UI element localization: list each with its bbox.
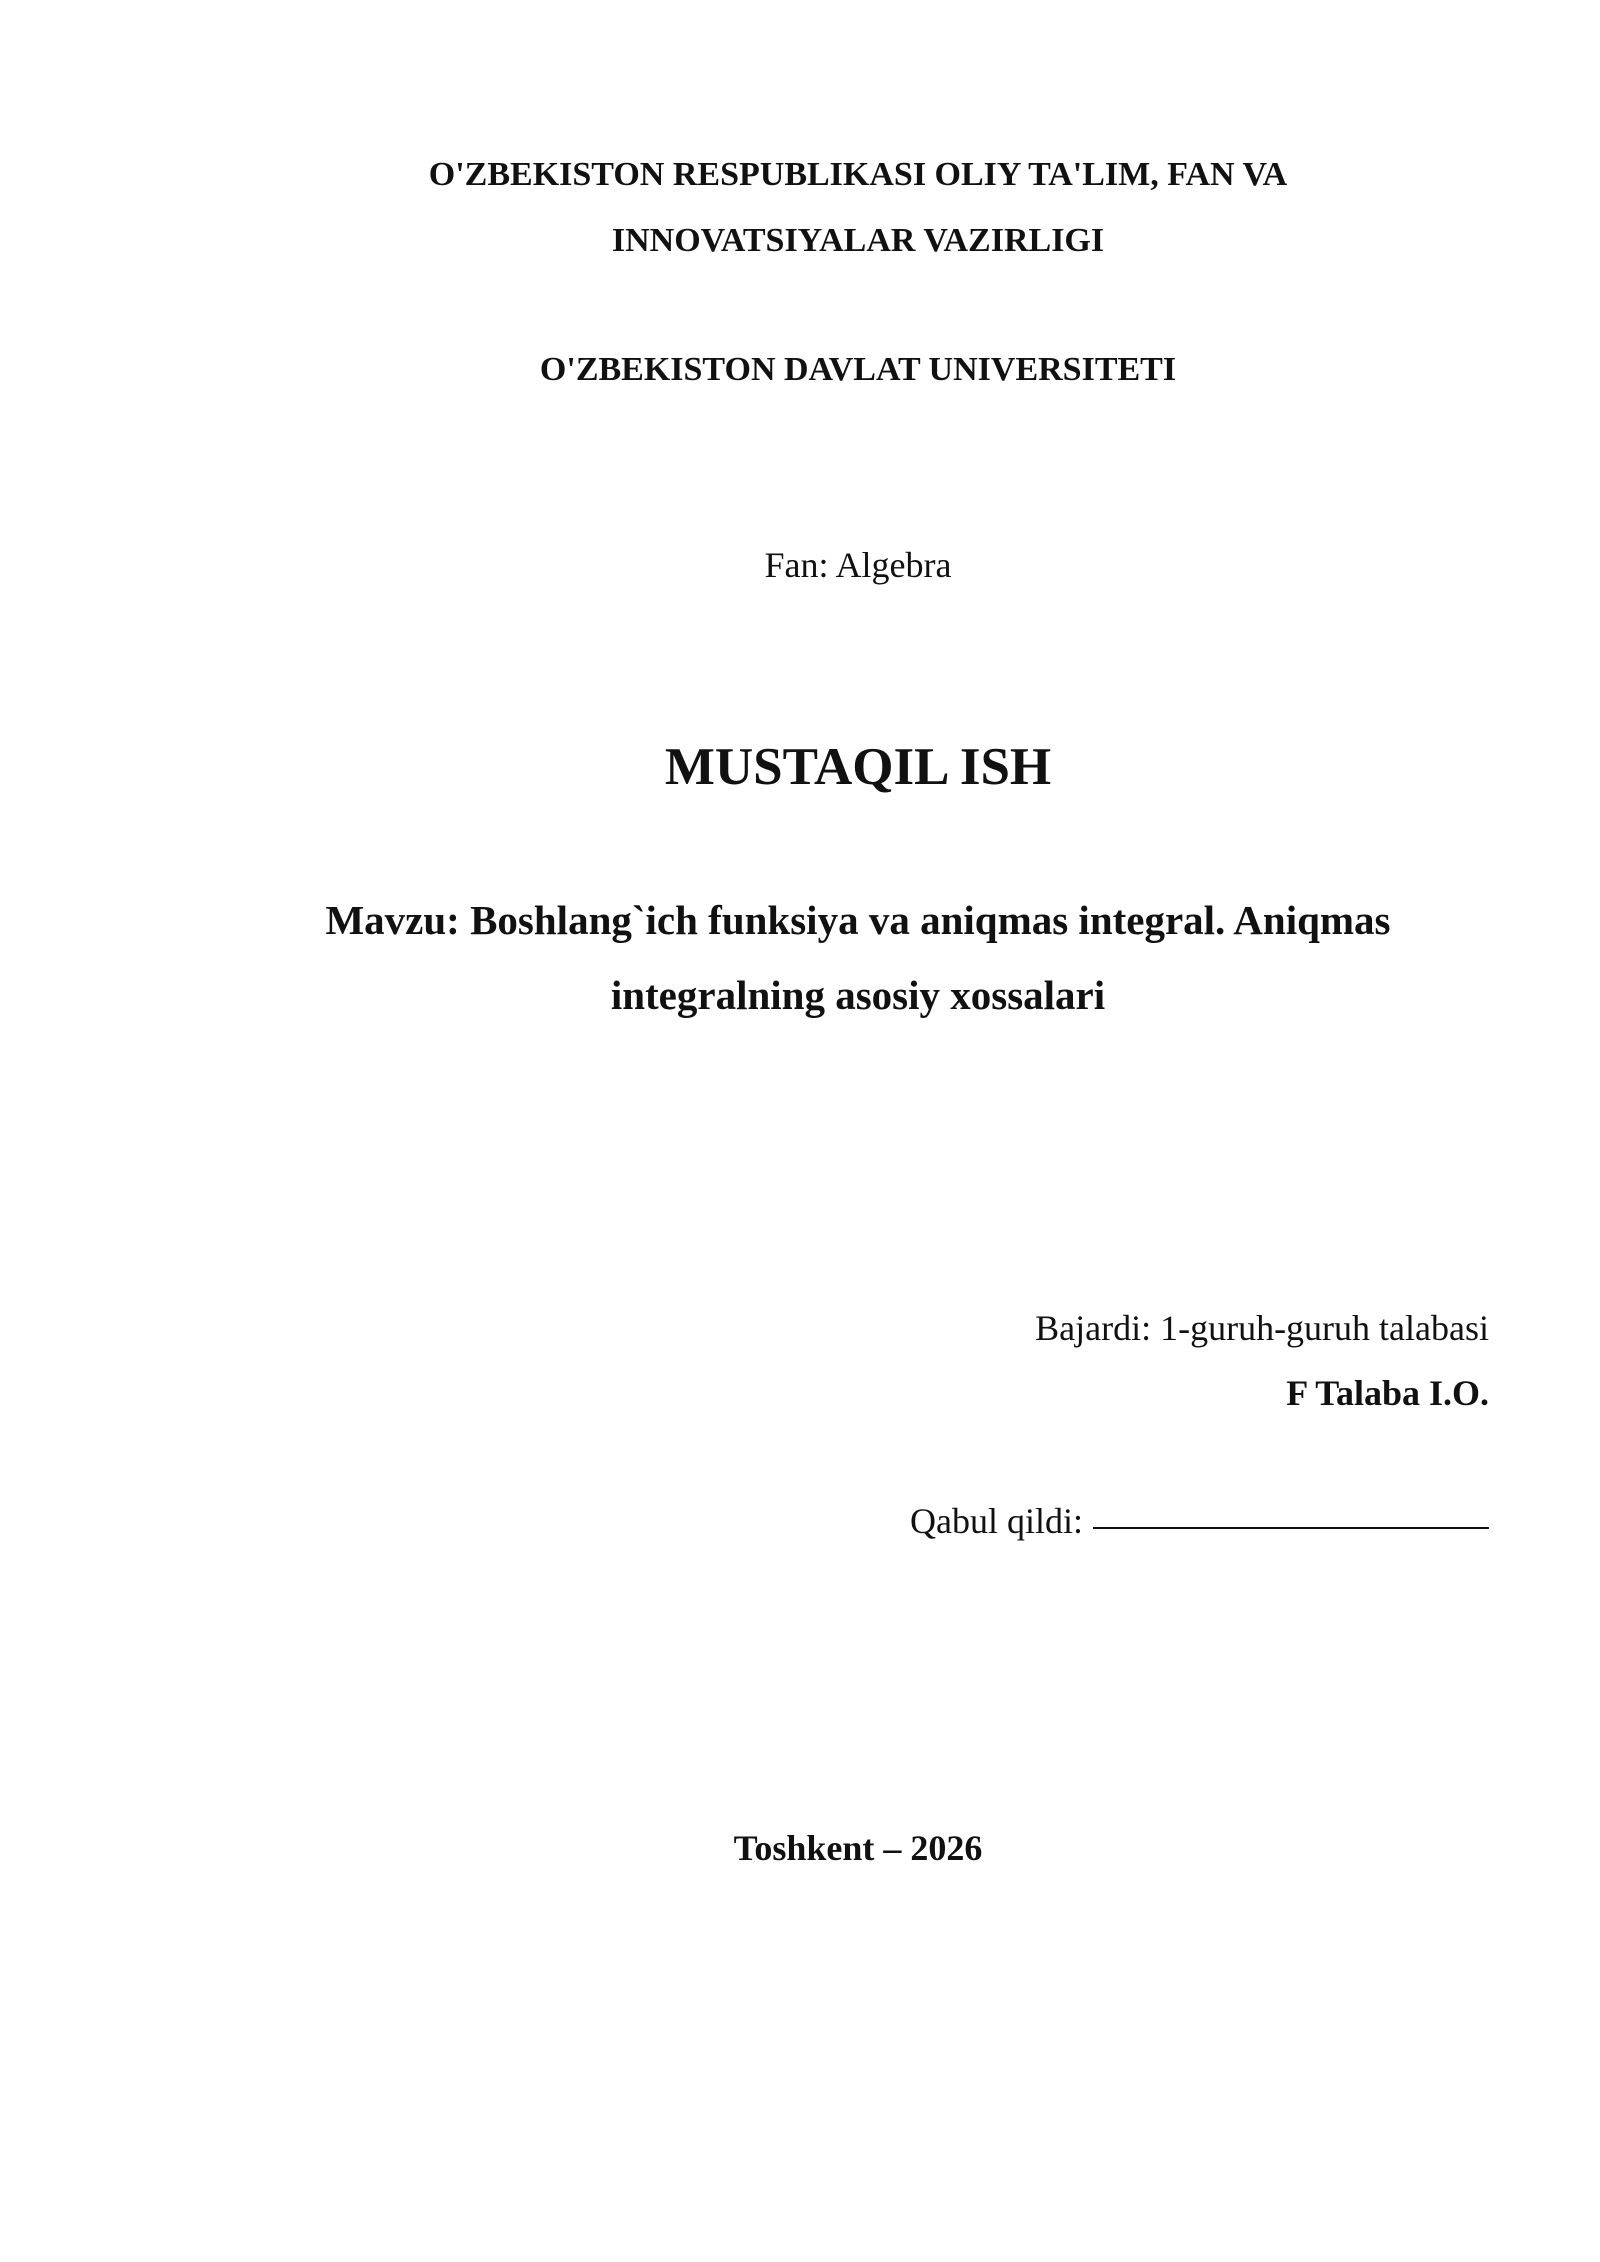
ministry-line-2: INNOVATSIYALAR VAZIRLIGI [611, 222, 1105, 259]
accepted-label: Qabul qildi: [910, 1501, 1083, 1541]
student-name: F Talaba I.O. [1286, 1373, 1489, 1413]
university-name: O'ZBEKISTON DAVLAT UNIVERSITETI [539, 351, 1177, 388]
performer-line: Bajardi: 1-guruh-guruh talabasi [1035, 1308, 1489, 1348]
accepted-by-line [910, 1503, 1489, 1539]
subject-line: Fan: Algebra [764, 545, 952, 585]
city-year: Toshkent – 2026 [733, 1828, 983, 1868]
topic-line-2: integralning asosiy xossalari [610, 972, 1106, 1018]
document-title: MUSTAQIL ISH [664, 738, 1052, 796]
signature-blank [1093, 1527, 1489, 1529]
topic-line-1: Mavzu: Boshlang`ich funksiya va aniqmas integral. Aniqmas [325, 897, 1391, 943]
ministry-line-1: O'ZBEKISTON RESPUBLIKASI OLIY TA'LIM, FAN VA [428, 156, 1288, 193]
